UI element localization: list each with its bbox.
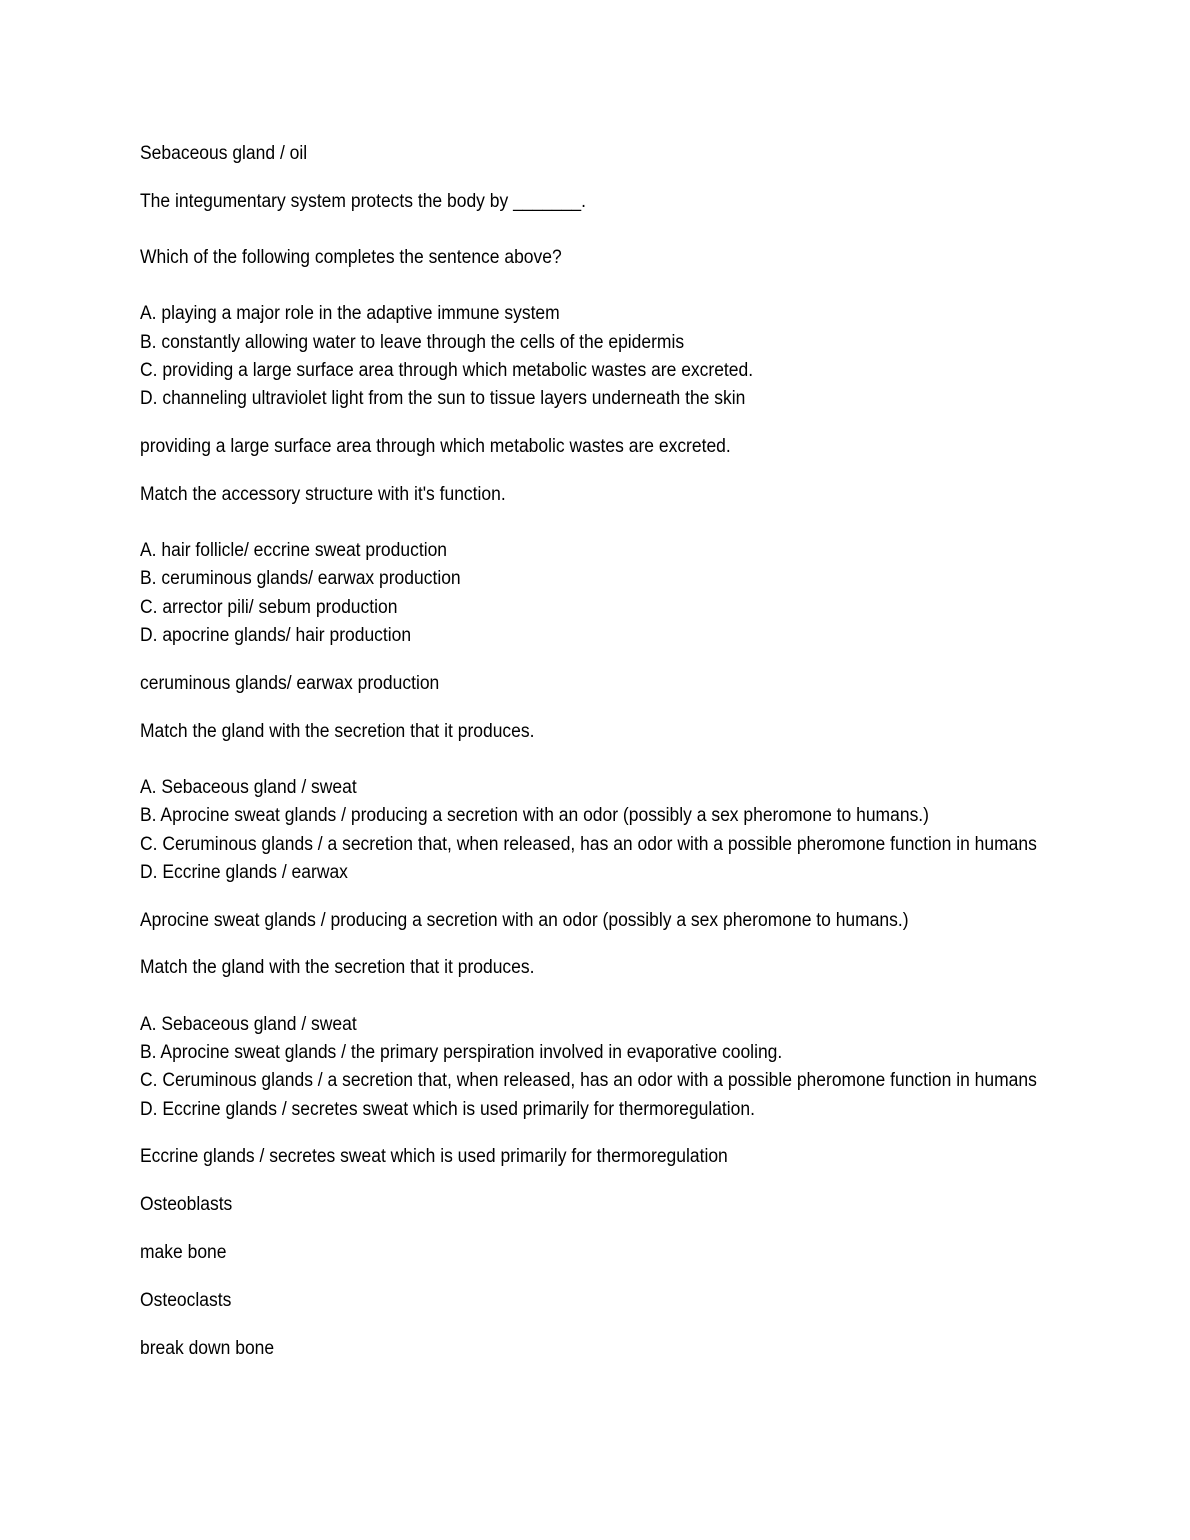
flashcard-definition: make bone xyxy=(140,1242,227,1264)
option-c: C. Ceruminous glands / a secretion that, when released, has an odor with a possible pheromone function in humans xyxy=(140,833,1037,855)
option-a: A. playing a major role in the adaptive immune system xyxy=(140,303,560,325)
question-text: Match the accessory structure with it's function. xyxy=(140,483,506,505)
option-d: D. Eccrine glands / earwax xyxy=(140,861,348,883)
option-b: B. Aprocine sweat glands / the primary perspiration involved in evaporative cooling. xyxy=(140,1042,783,1064)
option-d: D. Eccrine glands / secretes sweat which is used primarily for thermoregulation. xyxy=(140,1098,755,1120)
option-b: B. constantly allowing water to leave through the cells of the epidermis xyxy=(140,331,685,353)
option-c: C. Ceruminous glands / a secretion that, when released, has an odor with a possible pheromone function in humans xyxy=(140,1070,1037,1092)
option-a: A. hair follicle/ eccrine sweat production xyxy=(140,540,448,562)
flashcard-definition: break down bone xyxy=(140,1337,275,1359)
option-b: B. ceruminous glands/ earwax production xyxy=(140,568,461,590)
option-c: C. arrector pili/ sebum production xyxy=(140,596,398,618)
answer-text: Aprocine sweat glands / producing a secretion with an odor (possibly a sex pheromone to humans.) xyxy=(140,909,909,931)
question-text: The integumentary system protects the body by _______. xyxy=(140,190,586,212)
question-prompt: Which of the following completes the sentence above? xyxy=(140,247,562,269)
answer-text: Eccrine glands / secretes sweat which is used primarily for thermoregulation xyxy=(140,1146,728,1168)
option-b: B. Aprocine sweat glands / producing a secretion with an odor (possibly a sex pheromone to humans.) xyxy=(140,805,929,827)
flashcard-term: Osteoblasts xyxy=(140,1194,233,1216)
answer-text: providing a large surface area through which metabolic wastes are excreted. xyxy=(140,436,731,458)
option-d: D. channeling ultraviolet light from the sun to tissue layers underneath the skin xyxy=(140,388,746,410)
document-page xyxy=(140,140,1069,1363)
flashcard-term: Osteoclasts xyxy=(140,1289,232,1311)
question-text: Match the gland with the secretion that it produces. xyxy=(140,957,535,979)
option-c: C. providing a large surface area through which metabolic wastes are excreted. xyxy=(140,359,754,381)
answer-text: Sebaceous gland / oil xyxy=(140,143,308,164)
question-text: Match the gland with the secretion that it produces. xyxy=(140,720,535,742)
answer-text: ceruminous glands/ earwax production xyxy=(140,672,440,694)
option-d: D. apocrine glands/ hair production xyxy=(140,625,412,647)
option-a: A. Sebaceous gland / sweat xyxy=(140,776,357,798)
option-a: A. Sebaceous gland / sweat xyxy=(140,1013,357,1035)
